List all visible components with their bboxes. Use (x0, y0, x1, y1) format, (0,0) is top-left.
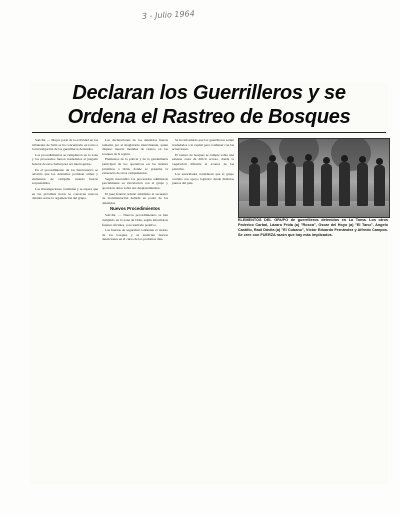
person-figure (357, 163, 368, 206)
person-figure (303, 161, 314, 206)
column-3 (172, 138, 234, 482)
person-figure (321, 164, 332, 206)
col2-paragraph: Las fuerzas de seguridad continúan el rastreo de los bosques y se anuncian nuevas detenciones en el curso de los próximos días. (102, 228, 168, 242)
photo-caption: ELEMENTOS DEL GRUPO de guerrilleros detenidos en La Toma. Los otros Federico Carbal, Lázaro Frida (a) "Rosca", Oscar del Hoyo (a) "El Tanu", Angelo Castillo, Raúl Dávila (a) "El Cubano", Víctor Eduardo Fernández y Alfredo Campos. Se cree con FUERZA razón que hay más implicados. (238, 218, 388, 237)
person-figure (249, 164, 260, 206)
person-head (376, 158, 383, 165)
person-head (287, 156, 294, 163)
column-1 (32, 138, 98, 482)
guerrilla-group-photo (238, 138, 390, 218)
person-head (251, 157, 258, 164)
person-head (269, 155, 276, 162)
col1-paragraph: Las investigaciones continúan y se espera que en las próximas horas se conozcan nuevos detalles sobre la organización del grupo. (32, 186, 98, 201)
newspaper-clipping (30, 82, 388, 484)
person-figure (285, 163, 296, 206)
person-figure (374, 165, 385, 206)
person-head (359, 156, 366, 163)
person-head (323, 157, 330, 164)
col1-paragraph: En el procedimiento de los funcionarios se advirtió que los detenidos portaban armas y elementos de campaña cuando fueron sorprendidos. (32, 167, 98, 186)
headline-line-2: Ordena el Rastreo de Bosques (67, 106, 351, 128)
col3-paragraph: Las autoridades consideran que el grupo contaba con apoyo logístico desde distintos puntos del país. (172, 172, 234, 186)
headline-rule (32, 132, 386, 133)
col3-paragraph: El rastreo de bosques se cumple sobre una extensa zona de difícil acceso, donde la vegetación dificulta el avance de las patrullas. (172, 152, 234, 171)
column-2 (102, 138, 168, 482)
col2-paragraph: Las declaraciones de los detenidos fueron tomadas por el magistrado interviniente, quien dispuso nuevas medidas de rastreo en los bosques de la región. (102, 138, 168, 156)
col2-paragraph: SALTA. — Nuevos procedimientos se han cumplido en la zona de Orán, según informaron fuentes oficiales, con resultado positivo. (102, 213, 168, 227)
person-head (341, 155, 348, 162)
col2-paragraph: Elementos de la policía y de la gendarmería participan de los operativos en los montes próximos a Orán, donde se presume la existencia de otros campamentos. (102, 157, 168, 176)
headline-line-1: Declaran los Guerrilleros y se (72, 82, 346, 104)
section-subhead: Nuevos Procedimientos (109, 206, 161, 212)
col1-paragraph: Los procedimientos se cumplieron en la zona y los procesados fueron trasladados al juzgado federal de esta ciudad para ser interrogados. (32, 152, 98, 166)
col1-paragraph: SALTA. — Mayor parte de la actividad en los tribunales de Salta se ha concentrado en torno a la investigación de los guerrilleros detenidos. (32, 138, 98, 152)
col2-paragraph: Según trascendió, los procesados admitieron parcialmente su vinculación con el grupo y aportaron datos sobre sus desplazamientos. (102, 176, 168, 190)
person-head (305, 154, 312, 161)
handwritten-date: 3 - Julio 1964 (141, 9, 195, 21)
col3-paragraph: Se ha informado que los guerrilleros serían trasladados a la capital para continuar con las actuaciones. (172, 138, 234, 152)
person-figure (267, 162, 278, 206)
person-figure (339, 162, 350, 206)
col2-paragraph: El juez federal ordenó asimismo el secuestro de documentación hallada en poder de los detenidos. (102, 191, 168, 205)
